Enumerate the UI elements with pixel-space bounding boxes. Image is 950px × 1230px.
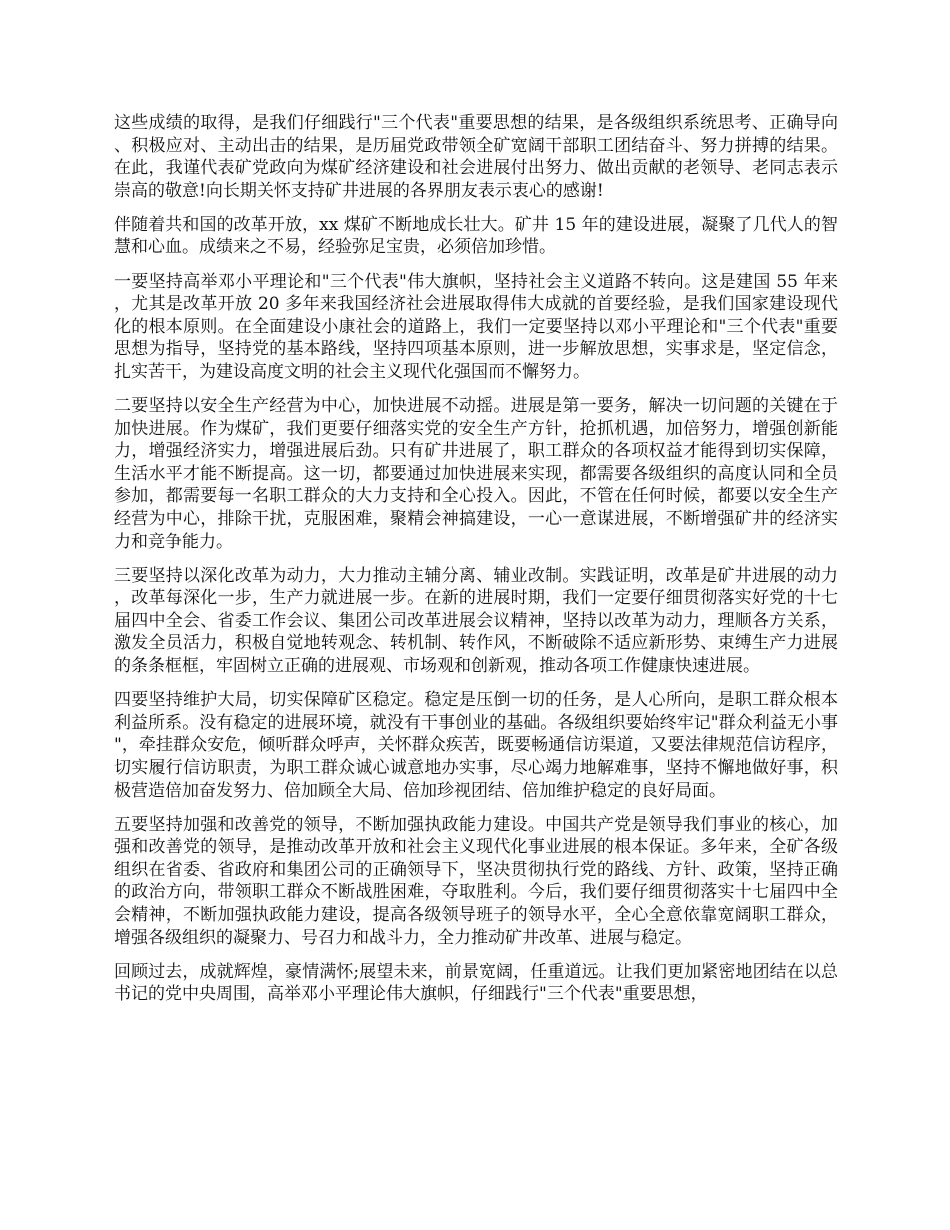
paragraph-point-one: 一要坚持高举邓小平理论和"三个代表"伟大旗帜，坚持社会主义道路不转向。这是建国 55 年来，尤其是改革开放 20 多年来我国经济社会进展取得伟大成就的首要经验，是我们国家建设现代化的根本原则。在全面建设小康社会的道路上，我们一定要坚持以邓小平理论和"三个代表"重要思想为指导，坚持党的基本路线，坚持四项基本原则，进一步解放思想，实事求是，坚定信念，扎实苦干，为建设高度文明的社会主义现代化强国而不懈努力。 xyxy=(114,271,838,382)
paragraph-growth: 伴随着共和国的改革开放，xx 煤矿不断地成长壮大。矿井 15 年的建设进展，凝聚了几代人的智慧和心血。成绩来之不易，经验弥足宝贵，必须倍加珍惜。 xyxy=(114,214,838,258)
paragraph-conclusion: 回顾过去，成就辉煌，豪情满怀;展望未来，前景宽阔，任重道远。让我们更加紧密地团结在以总书记的党中央周围，高举邓小平理论伟大旗帜，仔细践行"三个代表"重要思想， xyxy=(114,961,838,1005)
paragraph-achievements: 这些成绩的取得，是我们仔细践行"三个代表"重要思想的结果，是各级组织系统思考、正确导向、积极应对、主动出击的结果，是历届党政带领全矿宽阔干部职工团结奋斗、努力拼搏的结果。在此，我谨代表矿党政向为煤矿经济建设和社会进展付出努力、做出贡献的老领导、老同志表示崇高的敬意!向长期关怀支持矿井进展的各界朋友表示衷心的感谢! xyxy=(114,113,838,201)
paragraph-point-two: 二要坚持以安全生产经营为中心，加快进展不动摇。进展是第一要务，解决一切问题的关键在于加快进展。作为煤矿，我们更要仔细落实党的安全生产方针，抢抓机遇，加倍努力，增强创新能力，增强经济实力，增强进展后劲。只有矿井进展了，职工群众的各项权益才能得到切实保障，生活水平才能不断提高。这一切，都要通过加快进展来实现，都需要各级组织的高度认同和全员参加，都需要每一名职工群众的大力支持和全心投入。因此，不管在任何时候，都要以安全生产经营为中心，排除干扰，克服困难，聚精会神搞建设，一心一意谋进展，不断增强矿井的经济实力和竞争能力。 xyxy=(114,396,838,552)
paragraph-point-four: 四要坚持维护大局，切实保障矿区稳定。稳定是压倒一切的任务，是人心所向，是职工群众根本利益所系。没有稳定的进展环境，就没有干事创业的基础。各级组织要始终牢记"群众利益无小事"，牵挂群众安危，倾听群众呼声，关怀群众疾苦，既要畅通信访渠道，又要法律规范信访程序，切实履行信访职责，为职工群众诚心诚意地办实事，尽心竭力地解难事，坚持不懈地做好事，积极营造倍加奋发努力、倍加顾全大局、倍加珍视团结、倍加维护稳定的良好局面。 xyxy=(114,690,838,801)
paragraph-point-three: 三要坚持以深化改革为动力，大力推动主辅分离、辅业改制。实践证明，改革是矿井进展的动力，改革每深化一步，生产力就进展一步。在新的进展时期，我们一定要仔细贯彻落实好党的十七届四中全会、省委工作会议、集团公司改革进展会议精神，坚持以改革为动力，理顺各方关系，激发全员活力，积极自觉地转观念、转机制、转作风，不断破除不适应新形势、束缚生产力进展的条条框框，牢固树立正确的进展观、市场观和创新观，推动各项工作健康快速进展。 xyxy=(114,565,838,677)
paragraph-point-five: 五要坚持加强和改善党的领导，不断加强执政能力建设。中国共产党是领导我们事业的核心，加强和改善党的领导，是推动改革开放和社会主义现代化事业进展的根本保证。多年来，全矿各级组织在省委、省政府和集团公司的正确领导下，坚决贯彻执行党的路线、方针、政策，坚持正确的政治方向，带领职工群众不断战胜困难，夺取胜利。今后，我们要仔细贯彻落实十七届四中全会精神，不断加强执政能力建设，提高各级领导班子的领导水平，全心全意依靠宽阔职工群众，增强各级组织的凝聚力、号召力和战斗力，全力推动矿井改革、进展与稳定。 xyxy=(114,814,838,948)
document-body xyxy=(114,112,838,1017)
